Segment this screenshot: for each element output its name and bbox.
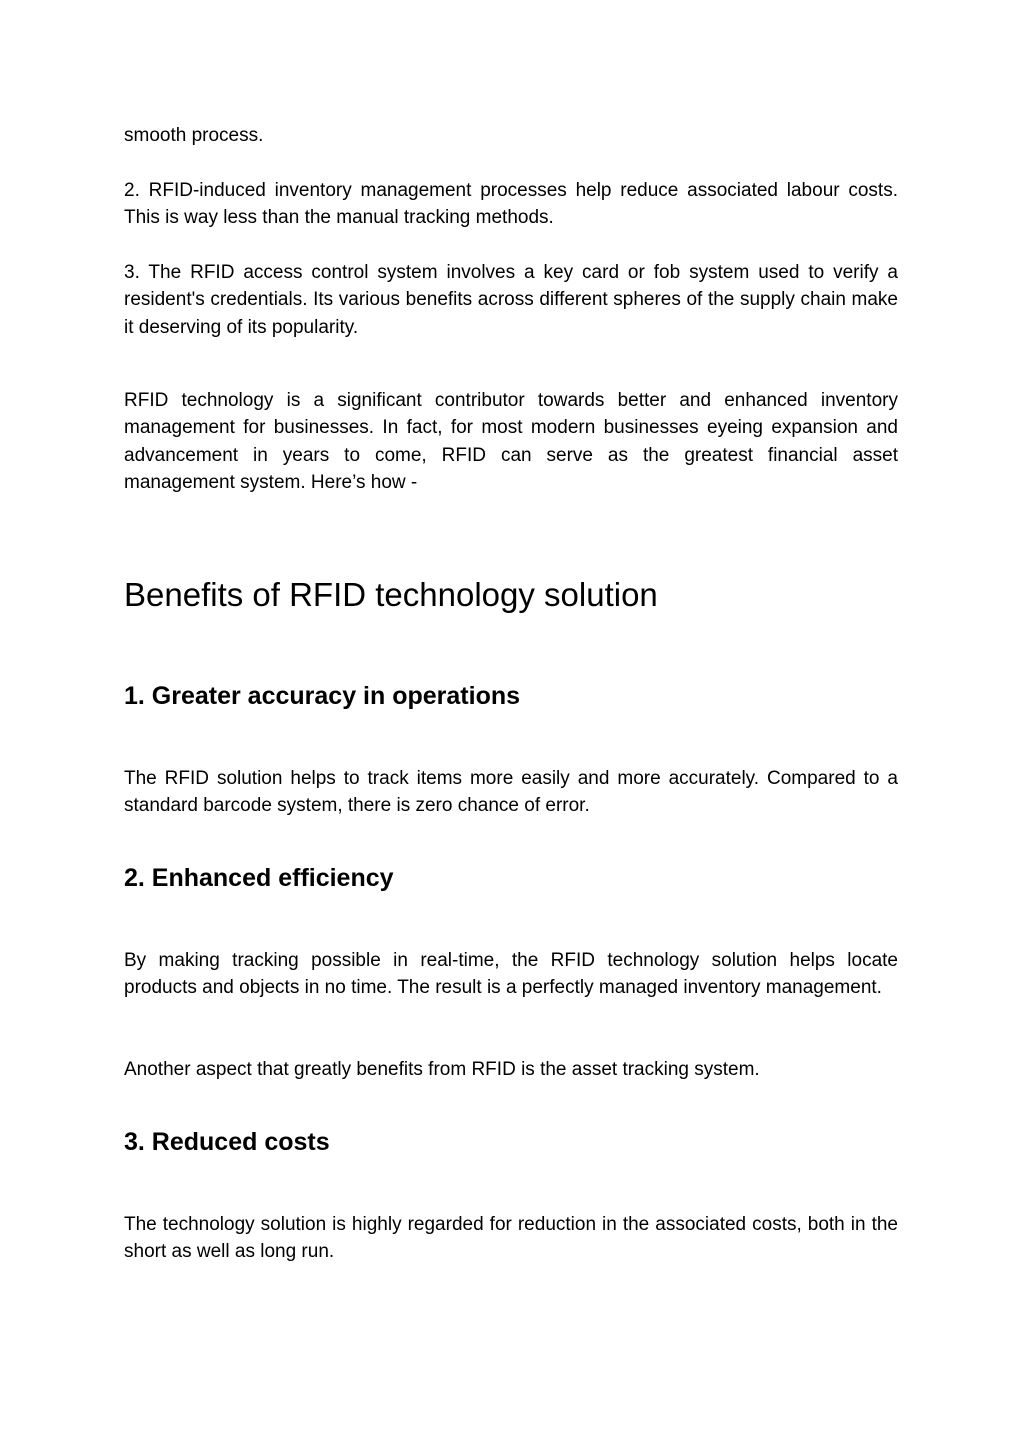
intro-continuation-text: smooth process.	[124, 125, 264, 146]
point-2-paragraph: 2. RFID-induced inventory management processes help reduce associated labour costs. This is way less than the manual tracking methods.	[124, 180, 898, 229]
benefit-1-paragraph: The RFID solution helps to track items more easily and more accurately. Compared to a standard barcode system, there is zero chance of error.	[124, 768, 898, 817]
section-title: Benefits of RFID technology solution	[124, 576, 658, 613]
point-3-paragraph: 3. The RFID access control system involves a key card or fob system used to verify a resident's credentials. Its various benefits across different spheres of the supply chain make it deserving of its popularity.	[124, 262, 898, 338]
benefit-3-paragraph: The technology solution is highly regarded for reduction in the associated costs, both in the short as well as long run.	[124, 1214, 898, 1263]
benefit-3-heading: 3. Reduced costs	[124, 1128, 330, 1156]
summary-paragraph: RFID technology is a significant contributor towards better and enhanced inventory management for businesses. In fact, for most modern businesses eyeing expansion and advancement in years to come, RFID can serve as the greatest financial asset management system. Here’s how -	[124, 390, 898, 493]
benefit-2-paragraph: By making tracking possible in real-time, the RFID technology solution helps locate products and objects in no time. The result is a perfectly managed inventory management.	[124, 950, 898, 999]
benefit-2-heading: 2. Enhanced efficiency	[124, 864, 394, 892]
benefit-2-extra-paragraph: Another aspect that greatly benefits from RFID is the asset tracking system.	[124, 1059, 760, 1080]
benefit-1-heading: 1. Greater accuracy in operations	[124, 682, 521, 710]
